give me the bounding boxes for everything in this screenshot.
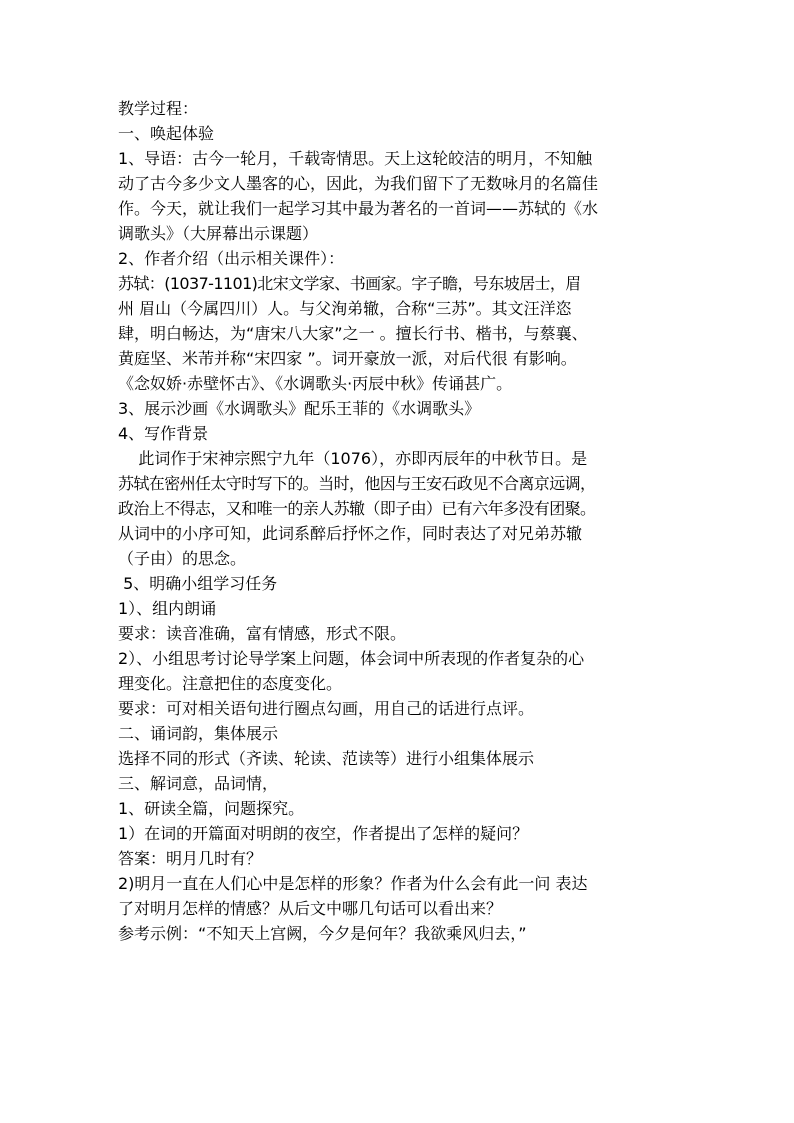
text-line: 4、写作背景: [118, 424, 209, 443]
text-line: 选择不同的形式（齐读、轮读、范读等）进行小组集体展示: [118, 749, 535, 768]
text-line: 肆，明白畅达，为“唐宋八大家”之一 。擅长行书、楷书，与蔡襄、: [118, 324, 588, 343]
text-line: 2、作者介绍（出示相关课件）：: [118, 249, 345, 268]
section-heading: 二、诵词韵，集体展示: [118, 724, 279, 743]
text-line: 调歌头》（大屏幕出示课题）: [118, 224, 319, 243]
text-line: 3、展示沙画《水调歌头》配乐王菲的《水调歌头》: [118, 399, 481, 418]
text-line: 此词作于宋神宗熙宁九年（1076），亦即丙辰年的中秋节日。是: [118, 449, 588, 468]
section-heading: 三、解词意，品词情，: [118, 774, 279, 793]
text-line: 2)明月一直在人们心中是怎样的形象？作者为什么会有此一问 表达: [118, 874, 588, 893]
text-line: 要求：读音准确，富有情感，形式不限。: [118, 624, 407, 643]
document-body: [118, 96, 698, 946]
text-line: 5、明确小组学习任务: [118, 574, 278, 593]
text-line: 苏轼：(1037-1101)北宋文学家、书画家。字子瞻，号东坡居士，眉: [118, 274, 581, 293]
text-line: 了对明月怎样的情感？从后文中哪几句话可以看出来？: [118, 899, 503, 918]
text-line: 《念奴娇·赤壁怀古》、《水调歌头·丙辰中秋》传诵甚广。: [118, 374, 513, 393]
text-line: 从词中的小序可知，此词系醉后抒怀之作，同时表达了对兄弟苏辙: [118, 524, 583, 543]
text-line: 要求：可对相关语句进行圈点勾画，用自己的话进行点评。: [118, 699, 535, 718]
text-line: 苏轼在密州任太守时写下的。当时，他因与王安石政见不合离京远调，: [118, 474, 596, 493]
text-line: 1、研读全篇，问题探究。: [118, 799, 305, 818]
section-heading: 一、唤起体验: [118, 124, 215, 143]
text-line: 州 眉山（今属四川）人。与父洵弟辙，合称“三苏”。其文汪洋恣: [118, 299, 572, 318]
text-line: 理变化。注意把住的态度变化。: [118, 674, 343, 693]
text-line: 动了古今多少文人墨客的心，因此，为我们留下了无数咏月的名篇佳: [118, 174, 599, 193]
text-line: 作。今天，就让我们一起学习其中最为著名的一首词——苏轼的《水: [118, 199, 599, 218]
text-line: 教学过程：: [118, 99, 199, 118]
text-line: 答案：明月几时有？: [118, 849, 263, 868]
text-line: 黄庭坚、米芾并称“宋四家 ”。词开豪放一派，对后代很 有影响。: [118, 349, 577, 368]
text-line: （子由）的思念。: [118, 549, 247, 568]
text-line: 2）、小组思考讨论导学案上问题，体会词中所表现的作者复杂的心: [118, 649, 585, 668]
text-line: 参考示例：“不知天上宫阙，今夕是何年？我欲乘风归去，”: [118, 924, 527, 943]
text-line: 1）在词的开篇面对明朗的夜空，作者提出了怎样的疑问？: [118, 824, 529, 843]
text-line: 政治上不得志，又和唯一的亲人苏辙（即子由）已有六年多没有团聚。: [118, 499, 596, 518]
text-line: 1、导语：古今一轮月，千载寄情思。天上这轮皎洁的明月，不知触: [118, 149, 593, 168]
text-line: 1）、组内朗诵: [118, 599, 217, 618]
